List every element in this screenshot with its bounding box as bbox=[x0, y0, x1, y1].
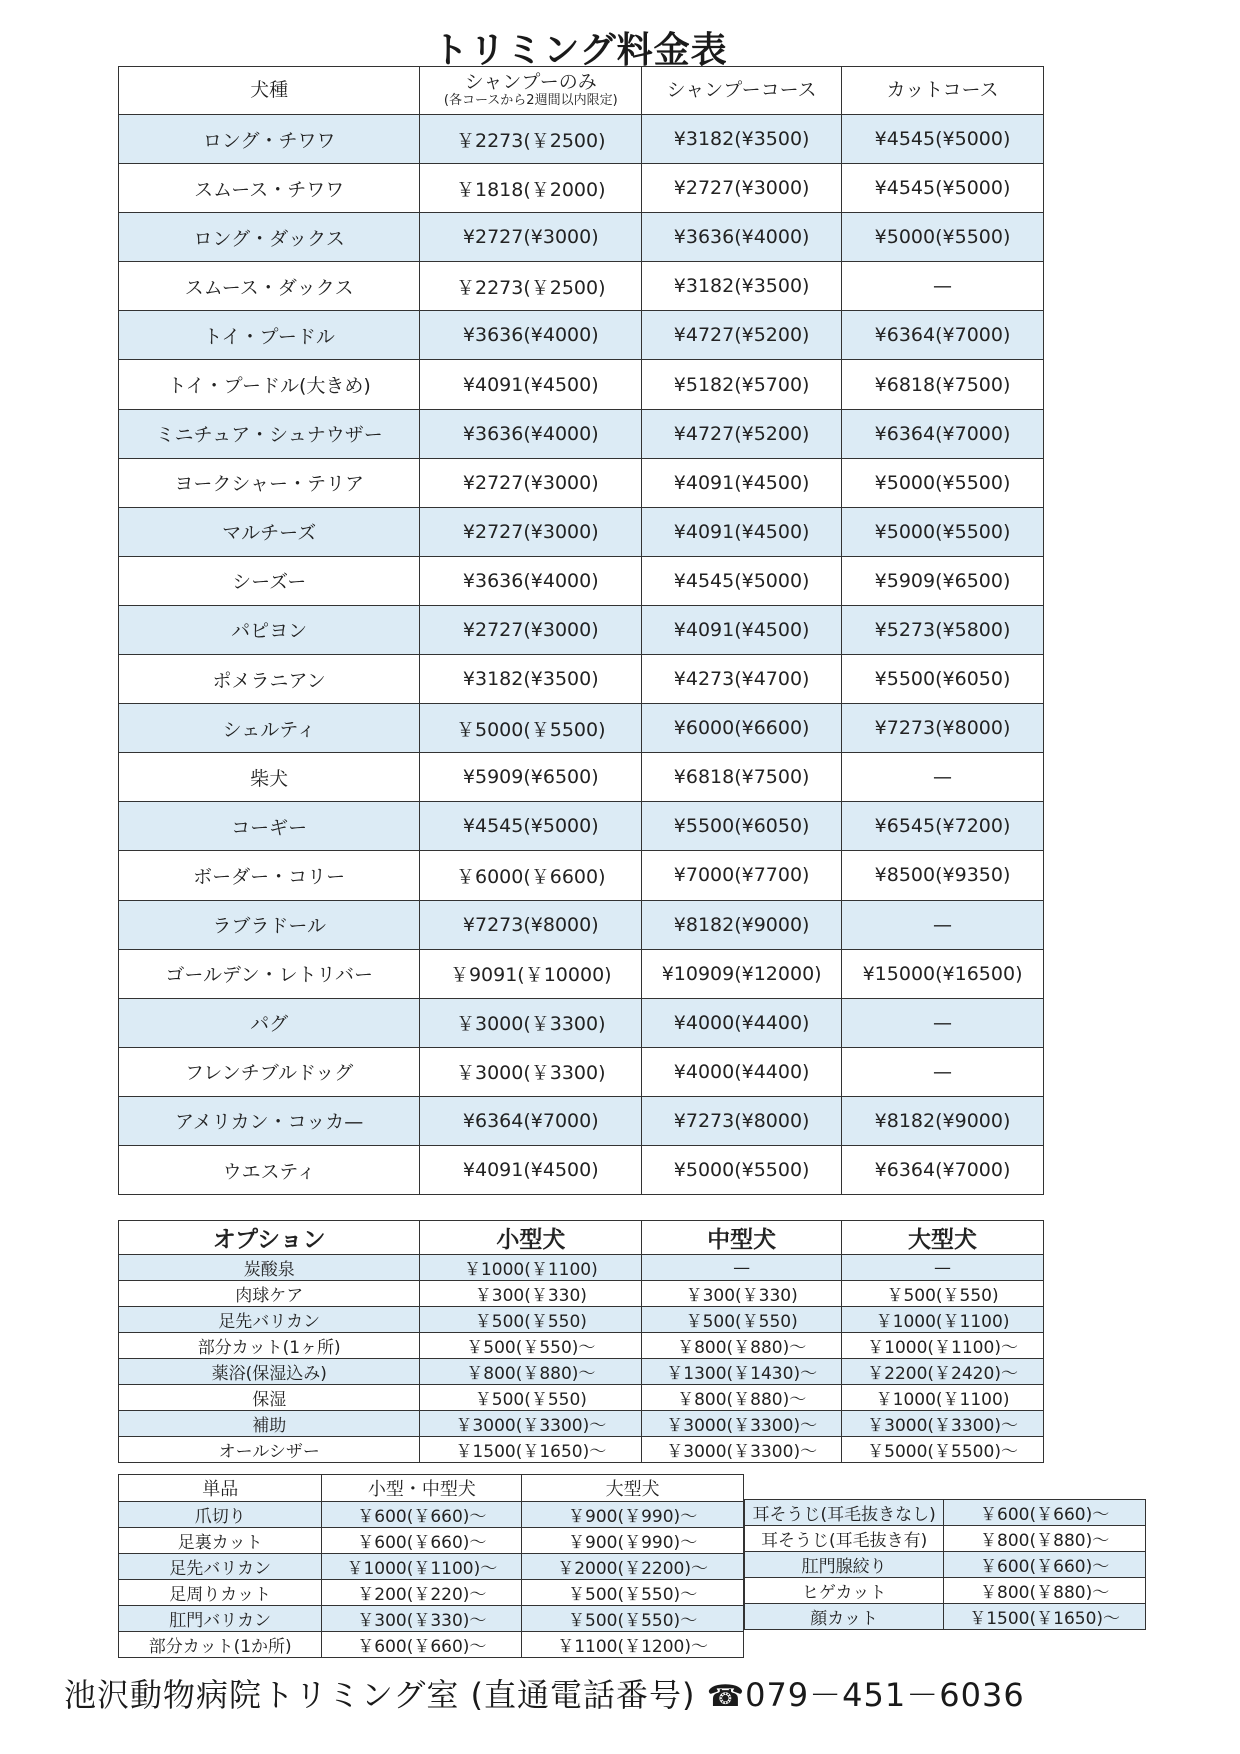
price-cell: ￥1000(￥1100) bbox=[842, 1307, 1044, 1333]
price-cell: ￥1500(￥1650)～ bbox=[420, 1437, 642, 1463]
price-cell: ￥800(￥880)～ bbox=[944, 1578, 1146, 1604]
table-row bbox=[119, 900, 1044, 949]
table-row bbox=[119, 1632, 744, 1658]
price-cell: ¥6364(¥7000) bbox=[842, 409, 1044, 458]
header-medium-dog: 中型犬 bbox=[642, 1221, 842, 1255]
item-name-cell: 耳そうじ(耳毛抜きなし) bbox=[745, 1500, 944, 1526]
price-cell: ¥3182(¥3500) bbox=[642, 262, 842, 311]
breed-price-table bbox=[118, 66, 1044, 1195]
price-cell: ¥4000(¥4400) bbox=[642, 998, 842, 1047]
table-row bbox=[745, 1604, 1146, 1630]
price-cell: ￥600(￥660)～ bbox=[322, 1502, 522, 1528]
item-name-cell: トイ・プードル bbox=[119, 311, 420, 360]
item-name-cell: 薬浴(保湿込み) bbox=[119, 1359, 420, 1385]
table-row bbox=[119, 998, 1044, 1047]
price-cell: ￥2000(￥2200)～ bbox=[522, 1554, 744, 1580]
item-name-cell: 保湿 bbox=[119, 1385, 420, 1411]
table-row bbox=[119, 1333, 1044, 1359]
price-cell: — bbox=[842, 753, 1044, 802]
price-cell: ¥6000(¥6600) bbox=[642, 704, 842, 753]
price-cell: ¥5909(¥6500) bbox=[420, 753, 642, 802]
header-shampoo-only-label: シャンプーのみ bbox=[464, 71, 597, 94]
price-cell: ¥8500(¥9350) bbox=[842, 851, 1044, 900]
price-cell: ¥6818(¥7500) bbox=[642, 753, 842, 802]
table-row bbox=[119, 851, 1044, 900]
price-cell: ¥8182(¥9000) bbox=[642, 900, 842, 949]
price-cell: ¥4545(¥5000) bbox=[642, 556, 842, 605]
price-cell: ￥1100(￥1200)～ bbox=[522, 1632, 744, 1658]
price-cell: ￥500(￥550) bbox=[420, 1385, 642, 1411]
price-cell: ￥500(￥550)～ bbox=[522, 1580, 744, 1606]
item-name-cell: スムース・ダックス bbox=[119, 262, 420, 311]
table-row bbox=[119, 1359, 1044, 1385]
price-cell: ￥3000(￥3300)～ bbox=[642, 1437, 842, 1463]
price-cell: ¥3636(¥4000) bbox=[420, 556, 642, 605]
price-cell: ¥5000(¥5500) bbox=[842, 213, 1044, 262]
header-small-medium-dog: 小型・中型犬 bbox=[322, 1475, 522, 1502]
header-small-dog: 小型犬 bbox=[420, 1221, 642, 1255]
item-name-cell: パピヨン bbox=[119, 605, 420, 654]
header-option: オプション bbox=[119, 1221, 420, 1255]
option-price-table bbox=[118, 1220, 1044, 1463]
price-cell: ¥6364(¥7000) bbox=[420, 1096, 642, 1145]
price-cell: ￥3000(￥3300) bbox=[420, 1047, 642, 1096]
header-shampoo-only bbox=[420, 67, 642, 115]
item-name-cell: オールシザー bbox=[119, 1437, 420, 1463]
table-row bbox=[119, 1502, 744, 1528]
table-row bbox=[119, 753, 1044, 802]
item-name-cell: 柴犬 bbox=[119, 753, 420, 802]
item-name-cell: スムース・チワワ bbox=[119, 164, 420, 213]
price-cell: ￥800(￥880)～ bbox=[642, 1385, 842, 1411]
header-shampoo-only-note: (各コースから2週間以内限定) bbox=[443, 92, 618, 108]
price-cell: ¥4091(¥4500) bbox=[642, 605, 842, 654]
price-cell: ¥5909(¥6500) bbox=[842, 556, 1044, 605]
item-name-cell: シェルティ bbox=[119, 704, 420, 753]
price-cell: ￥500(￥550)～ bbox=[420, 1333, 642, 1359]
table-row bbox=[119, 655, 1044, 704]
price-cell: ￥900(￥990)～ bbox=[522, 1502, 744, 1528]
price-cell: ¥7273(¥8000) bbox=[842, 704, 1044, 753]
price-cell: ¥4545(¥5000) bbox=[420, 802, 642, 851]
price-cell: ￥1300(￥1430)～ bbox=[642, 1359, 842, 1385]
price-cell: ￥300(￥330)～ bbox=[322, 1606, 522, 1632]
price-cell: ￥500(￥550)～ bbox=[522, 1606, 744, 1632]
price-cell: — bbox=[642, 1255, 842, 1281]
table-row bbox=[119, 1145, 1044, 1194]
price-cell: ¥2727(¥3000) bbox=[642, 164, 842, 213]
item-name-cell: アメリカン・コッカ— bbox=[119, 1096, 420, 1145]
price-cell: ¥3182(¥3500) bbox=[642, 115, 842, 164]
price-cell: ￥500(￥550) bbox=[642, 1307, 842, 1333]
item-name-cell: 爪切り bbox=[119, 1502, 322, 1528]
table-row bbox=[119, 1437, 1044, 1463]
price-cell: ￥900(￥990)～ bbox=[522, 1528, 744, 1554]
header-breed: 犬種 bbox=[119, 67, 420, 115]
price-cell: ¥4273(¥4700) bbox=[642, 655, 842, 704]
price-cell: ¥7273(¥8000) bbox=[642, 1096, 842, 1145]
header-shampoo-course: シャンプーコース bbox=[642, 67, 842, 115]
phone-label: (直通電話番号) bbox=[470, 1676, 696, 1714]
table-row bbox=[119, 1047, 1044, 1096]
price-cell: ¥4091(¥4500) bbox=[642, 458, 842, 507]
table-row bbox=[119, 1580, 744, 1606]
table-row bbox=[119, 556, 1044, 605]
price-cell: ¥3636(¥4000) bbox=[420, 311, 642, 360]
phone-number: 079－451－6036 bbox=[745, 1676, 1025, 1714]
item-name-cell: トイ・プードル(大きめ) bbox=[119, 360, 420, 409]
page-title: トリミング料金表 bbox=[432, 30, 728, 71]
price-cell: ￥1000(￥1100) bbox=[842, 1385, 1044, 1411]
price-cell: ￥800(￥880)～ bbox=[944, 1526, 1146, 1552]
item-name-cell: ボーダー・コリー bbox=[119, 851, 420, 900]
table-header-row bbox=[119, 67, 1044, 115]
price-cell: ¥5273(¥5800) bbox=[842, 605, 1044, 654]
item-name-cell: ヒゲカット bbox=[745, 1578, 944, 1604]
price-cell: ¥6818(¥7500) bbox=[842, 360, 1044, 409]
price-cell: ￥1000(￥1100)～ bbox=[322, 1554, 522, 1580]
table-row bbox=[119, 1385, 1044, 1411]
price-cell: ￥5000(￥5500)～ bbox=[842, 1437, 1044, 1463]
price-cell: ¥4545(¥5000) bbox=[842, 115, 1044, 164]
price-cell: ¥4091(¥4500) bbox=[642, 507, 842, 556]
table-row bbox=[119, 1528, 744, 1554]
price-cell: ￥600(￥660)～ bbox=[322, 1528, 522, 1554]
price-cell: ￥3000(￥3300)～ bbox=[420, 1411, 642, 1437]
item-name-cell: 耳そうじ(耳毛抜き有) bbox=[745, 1526, 944, 1552]
table-row bbox=[119, 213, 1044, 262]
table-row bbox=[119, 311, 1044, 360]
price-cell: ¥4091(¥4500) bbox=[420, 1145, 642, 1194]
item-name-cell: 足先バリカン bbox=[119, 1307, 420, 1333]
price-cell: ￥2273(￥2500) bbox=[420, 262, 642, 311]
single-item-price-table bbox=[118, 1474, 744, 1658]
price-cell: ￥300(￥330) bbox=[642, 1281, 842, 1307]
price-cell: — bbox=[842, 900, 1044, 949]
telephone-icon: ☎ bbox=[706, 1679, 746, 1714]
price-cell: ¥5000(¥5500) bbox=[642, 1145, 842, 1194]
price-cell: ￥3000(￥3300)～ bbox=[642, 1411, 842, 1437]
table-header-row bbox=[119, 1221, 1044, 1255]
price-cell: ￥2200(￥2420)～ bbox=[842, 1359, 1044, 1385]
item-name-cell: ロング・ダックス bbox=[119, 213, 420, 262]
footer-contact bbox=[64, 1670, 1184, 1716]
price-cell: ¥6364(¥7000) bbox=[842, 311, 1044, 360]
price-cell: ￥800(￥880)～ bbox=[420, 1359, 642, 1385]
price-cell: ￥500(￥550) bbox=[420, 1307, 642, 1333]
table-row bbox=[119, 458, 1044, 507]
item-name-cell: ロング・チワワ bbox=[119, 115, 420, 164]
item-name-cell: ポメラニアン bbox=[119, 655, 420, 704]
price-cell: ¥6545(¥7200) bbox=[842, 802, 1044, 851]
price-cell: ¥5500(¥6050) bbox=[842, 655, 1044, 704]
price-cell: ￥300(￥330) bbox=[420, 1281, 642, 1307]
item-name-cell: 炭酸泉 bbox=[119, 1255, 420, 1281]
price-cell: ￥2273(￥2500) bbox=[420, 115, 642, 164]
price-cell: ￥200(￥220)～ bbox=[322, 1580, 522, 1606]
item-name-cell: 足裏カット bbox=[119, 1528, 322, 1554]
item-name-cell: ゴールデン・レトリバー bbox=[119, 949, 420, 998]
table-row bbox=[745, 1526, 1146, 1552]
item-name-cell: 部分カット(1ヶ所) bbox=[119, 1333, 420, 1359]
table-row bbox=[119, 1307, 1044, 1333]
item-name-cell: 肉球ケア bbox=[119, 1281, 420, 1307]
price-cell: — bbox=[842, 998, 1044, 1047]
table-row bbox=[119, 262, 1044, 311]
clinic-name: 池沢動物病院トリミング室 bbox=[64, 1676, 460, 1714]
table-row bbox=[119, 605, 1044, 654]
table-row bbox=[119, 949, 1044, 998]
item-name-cell: フレンチブルドッグ bbox=[119, 1047, 420, 1096]
price-cell: ¥15000(¥16500) bbox=[842, 949, 1044, 998]
table-row bbox=[119, 115, 1044, 164]
price-cell: — bbox=[842, 262, 1044, 311]
price-cell: ¥10909(¥12000) bbox=[642, 949, 842, 998]
table-row bbox=[745, 1552, 1146, 1578]
price-cell: ￥9091(￥10000) bbox=[420, 949, 642, 998]
price-cell: ¥8182(¥9000) bbox=[842, 1096, 1044, 1145]
table-row bbox=[119, 802, 1044, 851]
price-cell: ¥7273(¥8000) bbox=[420, 900, 642, 949]
table-row bbox=[119, 1281, 1044, 1307]
price-cell: ¥4091(¥4500) bbox=[420, 360, 642, 409]
header-single-item: 単品 bbox=[119, 1475, 322, 1502]
price-cell: ¥2727(¥3000) bbox=[420, 507, 642, 556]
table-row bbox=[119, 409, 1044, 458]
price-cell: ￥800(￥880)～ bbox=[642, 1333, 842, 1359]
price-cell: ￥3000(￥3300) bbox=[420, 998, 642, 1047]
item-name-cell: コーギー bbox=[119, 802, 420, 851]
table-row bbox=[119, 1554, 744, 1580]
price-cell: — bbox=[842, 1047, 1044, 1096]
price-cell: ¥4000(¥4400) bbox=[642, 1047, 842, 1096]
table-row bbox=[119, 704, 1044, 753]
table-row bbox=[119, 1255, 1044, 1281]
item-name-cell: 部分カット(1か所) bbox=[119, 1632, 322, 1658]
price-cell: ¥6364(¥7000) bbox=[842, 1145, 1044, 1194]
price-cell: ¥3636(¥4000) bbox=[642, 213, 842, 262]
item-name-cell: 補助 bbox=[119, 1411, 420, 1437]
table-row bbox=[119, 507, 1044, 556]
item-name-cell: シーズー bbox=[119, 556, 420, 605]
price-cell: ￥1000(￥1100)～ bbox=[842, 1333, 1044, 1359]
table-row bbox=[119, 1606, 744, 1632]
item-name-cell: 肛門腺絞り bbox=[745, 1552, 944, 1578]
price-cell: ￥1000(￥1100) bbox=[420, 1255, 642, 1281]
price-cell: ￥1500(￥1650)～ bbox=[944, 1604, 1146, 1630]
price-cell: ¥4545(¥5000) bbox=[842, 164, 1044, 213]
table-header-row bbox=[119, 1475, 744, 1502]
price-cell: ¥3636(¥4000) bbox=[420, 409, 642, 458]
extra-item-price-table bbox=[744, 1499, 1146, 1630]
price-cell: ￥3000(￥3300)～ bbox=[842, 1411, 1044, 1437]
price-cell: ¥3182(¥3500) bbox=[420, 655, 642, 704]
table-row bbox=[745, 1500, 1146, 1526]
price-cell: ￥600(￥660)～ bbox=[944, 1500, 1146, 1526]
table-row bbox=[119, 360, 1044, 409]
price-cell: ¥5182(¥5700) bbox=[642, 360, 842, 409]
item-name-cell: ウエスティ bbox=[119, 1145, 420, 1194]
price-cell: ¥5500(¥6050) bbox=[642, 802, 842, 851]
price-cell: ￥600(￥660)～ bbox=[322, 1632, 522, 1658]
item-name-cell: 肛門バリカン bbox=[119, 1606, 322, 1632]
header-large-dog: 大型犬 bbox=[842, 1221, 1044, 1255]
price-cell: ¥5000(¥5500) bbox=[842, 507, 1044, 556]
price-cell: ￥600(￥660)～ bbox=[944, 1552, 1146, 1578]
price-cell: ¥2727(¥3000) bbox=[420, 605, 642, 654]
item-name-cell: 足先バリカン bbox=[119, 1554, 322, 1580]
price-cell: ￥1818(￥2000) bbox=[420, 164, 642, 213]
price-cell: ¥4727(¥5200) bbox=[642, 311, 842, 360]
price-cell: ¥7000(¥7700) bbox=[642, 851, 842, 900]
item-name-cell: マルチーズ bbox=[119, 507, 420, 556]
header-cut-course: カットコース bbox=[842, 67, 1044, 115]
price-cell: ¥2727(¥3000) bbox=[420, 213, 642, 262]
table-row bbox=[745, 1578, 1146, 1604]
item-name-cell: 顔カット bbox=[745, 1604, 944, 1630]
price-cell: ￥500(￥550) bbox=[842, 1281, 1044, 1307]
price-cell: ¥5000(¥5500) bbox=[842, 458, 1044, 507]
table-row bbox=[119, 1096, 1044, 1145]
price-cell: ¥2727(¥3000) bbox=[420, 458, 642, 507]
item-name-cell: 足周りカット bbox=[119, 1580, 322, 1606]
header-large-dog: 大型犬 bbox=[522, 1475, 744, 1502]
price-cell: ¥4727(¥5200) bbox=[642, 409, 842, 458]
price-cell: ￥5000(￥5500) bbox=[420, 704, 642, 753]
price-cell: ￥6000(￥6600) bbox=[420, 851, 642, 900]
table-row bbox=[119, 1411, 1044, 1437]
table-row bbox=[119, 164, 1044, 213]
item-name-cell: ヨークシャー・テリア bbox=[119, 458, 420, 507]
item-name-cell: パグ bbox=[119, 998, 420, 1047]
price-cell: — bbox=[842, 1255, 1044, 1281]
item-name-cell: ミニチュア・シュナウザー bbox=[119, 409, 420, 458]
item-name-cell: ラブラドール bbox=[119, 900, 420, 949]
